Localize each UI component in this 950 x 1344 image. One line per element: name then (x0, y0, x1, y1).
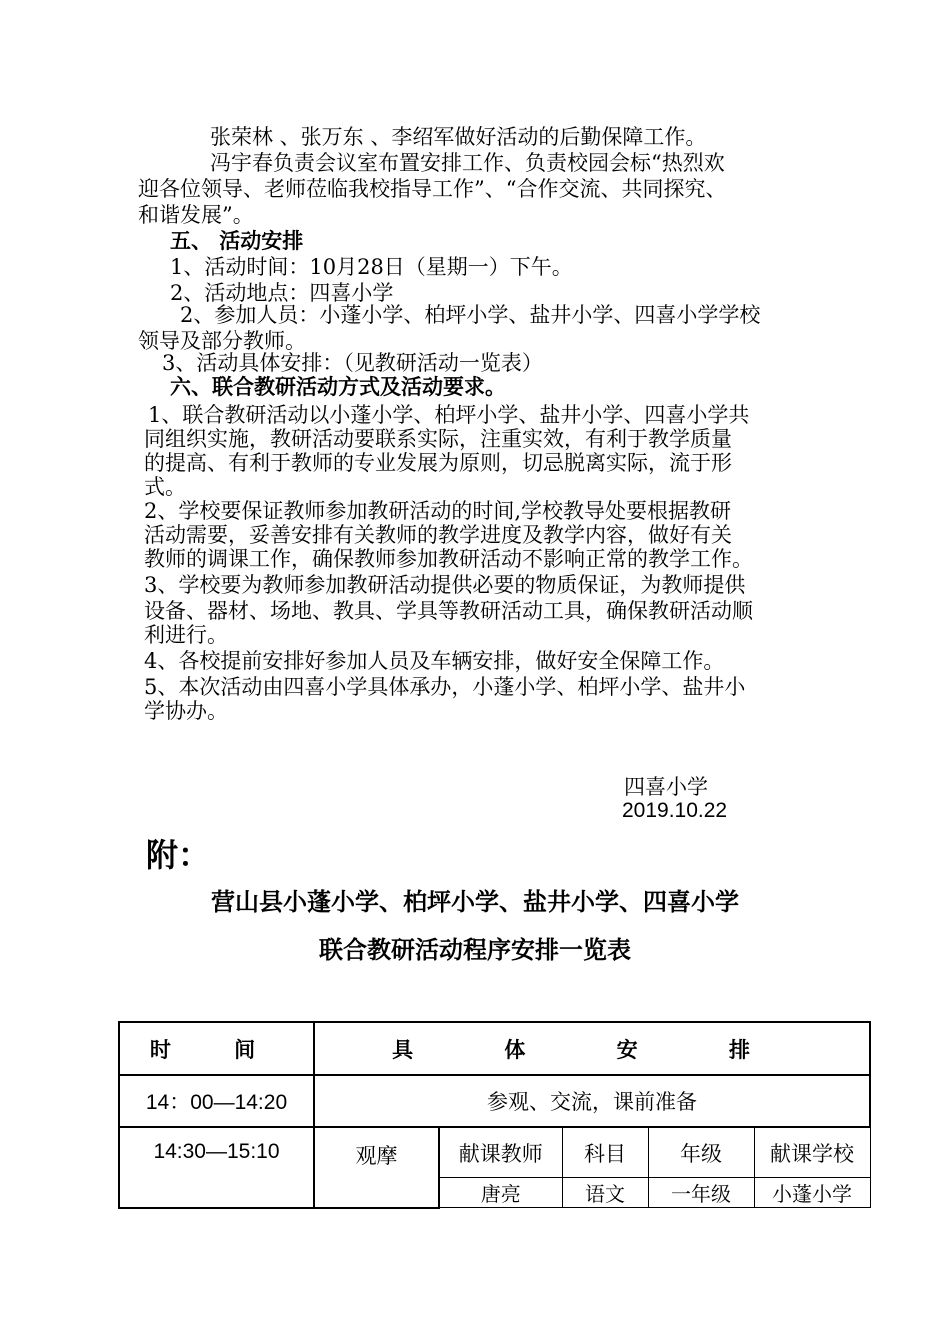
cell-teacher: 唐亮 (439, 1178, 562, 1208)
text-line: 领导及部分教师。 (138, 329, 306, 353)
row1-time: 14：00—14:20 (119, 1075, 314, 1127)
table-title-line1: 营山县小蓬小学、柏坪小学、盐井小学、四喜小学 (211, 888, 739, 916)
text-line: 冯宇春负责会议室布置安排工作、负责校园会标“热烈欢 (210, 151, 725, 175)
appendix-label: 附： (146, 836, 211, 874)
row1-plan: 参观、交流，课前准备 (314, 1075, 870, 1127)
table-title-line2: 联合教研活动程序安排一览表 (319, 936, 631, 964)
col-teacher-header: 献课教师 (439, 1127, 562, 1178)
schedule-table (118, 1021, 871, 1209)
signature-date: 2019.10.22 (622, 799, 728, 822)
row2-time: 14:30—15:10 (119, 1127, 314, 1208)
text-line: 学协办。 (144, 699, 228, 723)
signature-school: 四喜小学 (624, 775, 708, 799)
header-plan: 具 体 安 排 (314, 1022, 870, 1075)
cell-grade: 一年级 (648, 1178, 754, 1208)
text-line: 2、活动地点：四喜小学 (170, 281, 394, 305)
text-line: 式。 (144, 475, 186, 499)
text-line: 1、联合教研活动以小蓬小学、柏坪小学、盐井小学、四喜小学共 (148, 403, 750, 427)
text-line: 设备、器材、场地、教具、学具等教研活动工具，确保教研活动顺 (144, 599, 753, 623)
text-line: 3、活动具体安排：（见教研活动一览表） (162, 351, 543, 375)
text-line: 1、活动时间：10月28日（星期一）下午。 (170, 255, 573, 279)
section-heading: 六、联合教研活动方式及活动要求。 (170, 375, 506, 399)
cell-school: 小蓬小学 (754, 1178, 870, 1208)
text-line: 教师的调课工作，确保教师参加教研活动不影响正常的教学工作。 (144, 547, 753, 571)
section-heading: 五、 活动安排 (170, 229, 304, 253)
text-line: 2、学校要保证教师参加教研活动的时间,学校教导处要根据教研 (144, 499, 732, 523)
header-time: 时 间 (119, 1022, 314, 1075)
col-school-header: 献课学校 (754, 1127, 870, 1178)
text-line: 5、本次活动由四喜小学具体承办，小蓬小学、柏坪小学、盐井小 (144, 675, 746, 699)
text-line: 2、参加人员：小蓬小学、柏坪小学、盐井小学、四喜小学学校 (180, 303, 761, 327)
row2-activity: 观摩 (314, 1127, 439, 1208)
cell-subject: 语文 (562, 1178, 648, 1208)
text-line: 活动需要，妥善安排有关教师的教学进度及教学内容，做好有关 (144, 523, 732, 547)
text-line: 利进行。 (144, 623, 228, 647)
text-line: 张荣林 、张万东 、李绍军做好活动的后勤保障工作。 (210, 125, 707, 149)
col-grade-header: 年级 (648, 1127, 754, 1178)
text-line: 3、学校要为教师参加教研活动提供必要的物质保证，为教师提供 (144, 573, 746, 597)
col-subject-header: 科目 (562, 1127, 648, 1178)
text-line: 的提高、有利于教师的专业发展为原则，切忌脱离实际，流于形 (144, 451, 732, 475)
text-line: 同组织实施，教研活动要联系实际，注重实效，有利于教学质量 (144, 427, 732, 451)
text-line: 4、各校提前安排好参加人员及车辆安排，做好安全保障工作。 (144, 649, 725, 673)
text-line: 迎各位领导、老师莅临我校指导工作”、“合作交流、共同探究、 (138, 177, 727, 201)
text-line: 和谐发展”。 (138, 203, 254, 227)
